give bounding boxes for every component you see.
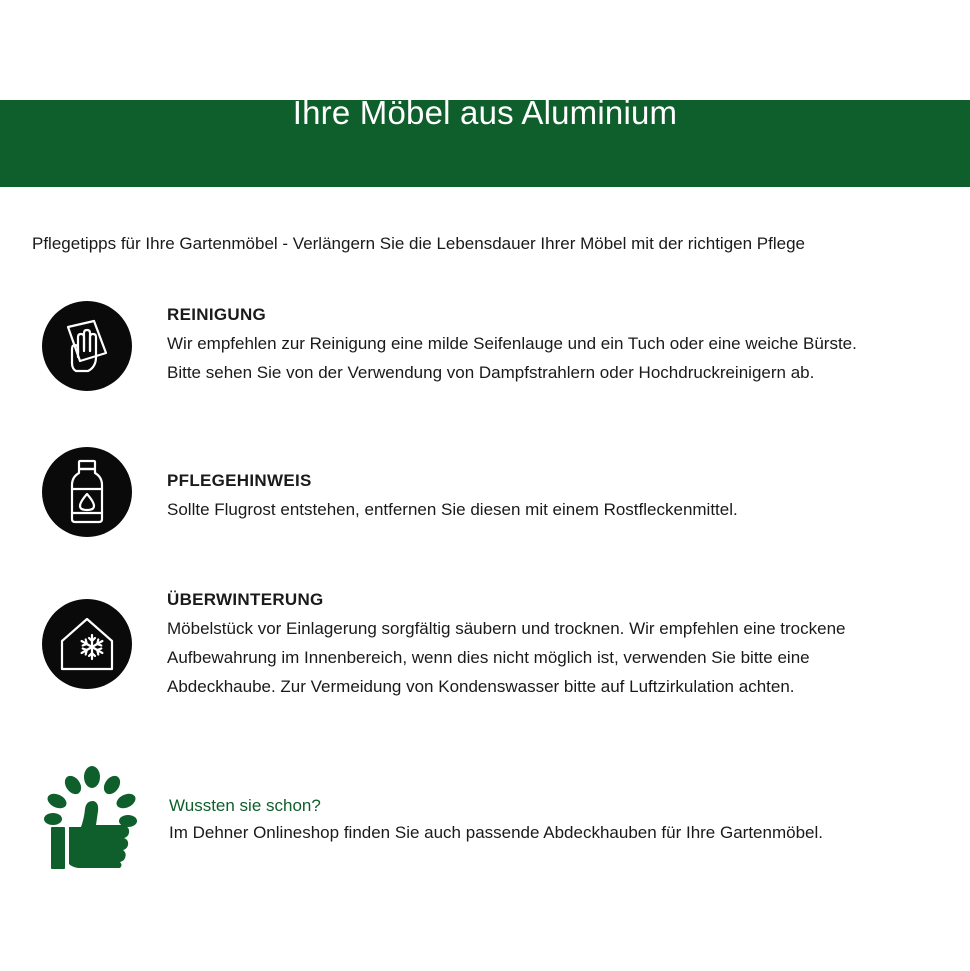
promo-text: Im Dehner Onlineshop finden Sie auch passende Abdeckhauben für Ihre Gartenmöbel. — [169, 823, 823, 842]
tip-body — [167, 495, 957, 524]
tip-heading: PFLEGEHINWEIS — [167, 471, 312, 490]
care-bottle-drop-icon — [42, 447, 132, 537]
tip-line: Bitte sehen Sie von der Verwendung von Dampfstrahlern oder Hochdruckreinigern ab. — [167, 363, 815, 382]
promo-heading: Wussten sie schon? — [169, 796, 321, 815]
tip-line: Abdeckhaube. Zur Vermeidung von Kondenswasser bitte auf Luftzirkulation achten. — [167, 677, 795, 696]
tip-line: Wir empfehlen zur Reinigung eine milde Seifenlauge und ein Tuch oder eine weiche Bürste. — [167, 334, 857, 353]
thumbs-up-tree-icon — [42, 763, 140, 871]
tip-pflegehinweis — [167, 467, 957, 524]
tip-heading: REINIGUNG — [167, 305, 267, 324]
tip-body — [167, 614, 957, 701]
page-title: Ihre Möbel aus Aluminium — [292, 94, 678, 131]
tip-line: Möbelstück vor Einlagerung sorgfältig säubern und trocknen. Wir empfehlen eine trockene — [167, 619, 846, 638]
tip-line: Aufbewahrung im Innenbereich, wenn dies nicht möglich ist, verwenden Sie bitte eine — [167, 648, 810, 667]
tip-body — [167, 329, 957, 387]
house-snowflake-icon — [42, 599, 132, 689]
tip-heading: ÜBERWINTERUNG — [167, 590, 324, 609]
tip-reinigung — [167, 301, 957, 387]
tip-ueberwinterung — [167, 586, 957, 701]
intro-text: Pflegetipps für Ihre Gartenmöbel - Verlängern Sie die Lebensdauer Ihrer Möbel mit der richtigen Pflege — [32, 234, 805, 253]
promo-section — [169, 793, 823, 847]
tip-line: Sollte Flugrost entstehen, entfernen Sie diesen mit einem Rostfleckenmittel. — [167, 500, 738, 519]
cleaning-cloth-hand-icon — [42, 301, 132, 391]
